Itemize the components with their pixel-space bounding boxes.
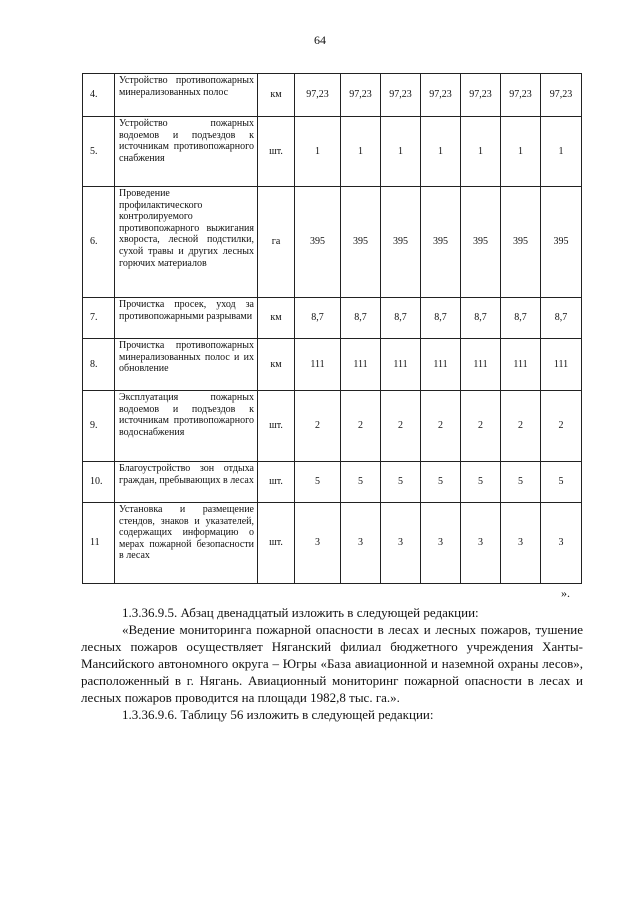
value-cell: 97,23 <box>461 74 501 117</box>
table-row <box>83 74 582 117</box>
value-cell: 2 <box>541 391 582 462</box>
value-cell: 2 <box>461 391 501 462</box>
value-cell: 1 <box>341 117 381 187</box>
value-cell: 8,7 <box>295 298 341 339</box>
table-row <box>83 187 582 298</box>
text-block <box>81 604 583 723</box>
table-row <box>83 503 582 584</box>
value-cell: 395 <box>461 187 501 298</box>
paragraph-amend-12: 1.3.36.9.5. Абзац двенадцатый изложить в следующей редакции: <box>122 605 479 620</box>
value-cell: 1 <box>501 117 541 187</box>
value-cell: 395 <box>541 187 582 298</box>
value-cell: 5 <box>295 462 341 503</box>
value-cell: 5 <box>381 462 421 503</box>
row-number-cell: 9. <box>83 391 115 462</box>
fire-measures-table <box>82 73 582 584</box>
value-cell: 1 <box>295 117 341 187</box>
row-number-cell: 7. <box>83 298 115 339</box>
measure-name-cell: Прочистка противопожарных минерализованных полос и их обновление <box>115 339 258 391</box>
row-number-cell: 8. <box>83 339 115 391</box>
unit-cell: шт. <box>258 503 295 584</box>
unit-cell: га <box>258 187 295 298</box>
value-cell: 8,7 <box>501 298 541 339</box>
unit-cell: шт. <box>258 117 295 187</box>
value-cell: 97,23 <box>295 74 341 117</box>
value-cell: 8,7 <box>421 298 461 339</box>
measure-name-cell: Благоустройство зон отдыха граждан, пребывающих в лесах <box>115 462 258 503</box>
paragraph-quote: «Ведение мониторинга пожарной опасности в лесах и лесных пожаров, тушение лесных пожаров осуществляет Няганский филиал бюджетного учреждения Ханты-Мансийского автономного округа – Югры «База авиационной и наземной охраны лесов», расположенный в г. Нягань. Авиационный мониторинг пожарной опасности в лесах и лесных пожаров проводится на площади 1982,8 тыс. га.». <box>81 622 583 705</box>
value-cell: 8,7 <box>541 298 582 339</box>
value-cell: 5 <box>421 462 461 503</box>
row-number-cell: 5. <box>83 117 115 187</box>
value-cell: 1 <box>461 117 501 187</box>
row-number-cell: 10. <box>83 462 115 503</box>
measure-name-cell: Установка и размещение стендов, знаков и указателей, содержащих информацию о мерах пожарной безопасности в лесах <box>115 503 258 584</box>
page-number: 64 <box>314 33 326 47</box>
unit-cell: шт. <box>258 391 295 462</box>
table-row <box>83 117 582 187</box>
value-cell: 111 <box>461 339 501 391</box>
row-number-cell: 4. <box>83 74 115 117</box>
value-cell: 3 <box>541 503 582 584</box>
unit-cell: км <box>258 74 295 117</box>
table-row <box>83 298 582 339</box>
value-cell: 111 <box>421 339 461 391</box>
value-cell: 395 <box>501 187 541 298</box>
value-cell: 3 <box>295 503 341 584</box>
measure-name-cell: Эксплуатация пожарных водоемов и подъездов к источникам противопожарного водоснабжения <box>115 391 258 462</box>
table-row <box>83 339 582 391</box>
value-cell: 395 <box>421 187 461 298</box>
row-number-cell: 6. <box>83 187 115 298</box>
value-cell: 1 <box>381 117 421 187</box>
value-cell: 8,7 <box>381 298 421 339</box>
value-cell: 97,23 <box>421 74 461 117</box>
value-cell: 5 <box>501 462 541 503</box>
unit-cell: км <box>258 339 295 391</box>
measure-name-cell: Устройство пожарных водоемов и подъездов к источникам противопожарного снабжения <box>115 117 258 187</box>
value-cell: 111 <box>295 339 341 391</box>
value-cell: 97,23 <box>541 74 582 117</box>
value-cell: 97,23 <box>381 74 421 117</box>
value-cell: 395 <box>381 187 421 298</box>
unit-cell: шт. <box>258 462 295 503</box>
value-cell: 8,7 <box>461 298 501 339</box>
closing-quote: ». <box>561 586 570 600</box>
value-cell: 111 <box>341 339 381 391</box>
value-cell: 97,23 <box>501 74 541 117</box>
value-cell: 2 <box>381 391 421 462</box>
table-row <box>83 391 582 462</box>
value-cell: 2 <box>295 391 341 462</box>
value-cell: 5 <box>541 462 582 503</box>
paragraph-amend-table: 1.3.36.9.6. Таблицу 56 изложить в следующей редакции: <box>122 707 434 722</box>
value-cell: 8,7 <box>341 298 381 339</box>
value-cell: 2 <box>501 391 541 462</box>
value-cell: 97,23 <box>341 74 381 117</box>
value-cell: 1 <box>421 117 461 187</box>
value-cell: 3 <box>381 503 421 584</box>
value-cell: 2 <box>341 391 381 462</box>
value-cell: 2 <box>421 391 461 462</box>
value-cell: 111 <box>381 339 421 391</box>
value-cell: 3 <box>341 503 381 584</box>
value-cell: 3 <box>421 503 461 584</box>
measure-name-cell: Устройство противопожарных минерализованных полос <box>115 74 258 117</box>
value-cell: 111 <box>501 339 541 391</box>
value-cell: 3 <box>461 503 501 584</box>
value-cell: 1 <box>541 117 582 187</box>
value-cell: 5 <box>341 462 381 503</box>
value-cell: 395 <box>295 187 341 298</box>
value-cell: 3 <box>501 503 541 584</box>
measure-name-cell: Проведение профилактического контролируемого противопожарного выжигания хвороста, лесной подстилки, сухой травы и других лесных горючих материалов <box>115 187 258 298</box>
row-number-cell: 11 <box>83 503 115 584</box>
value-cell: 5 <box>461 462 501 503</box>
value-cell: 395 <box>341 187 381 298</box>
unit-cell: км <box>258 298 295 339</box>
measure-name-cell: Прочистка просек, уход за противопожарными разрывами <box>115 298 258 339</box>
table-row <box>83 462 582 503</box>
value-cell: 111 <box>541 339 582 391</box>
